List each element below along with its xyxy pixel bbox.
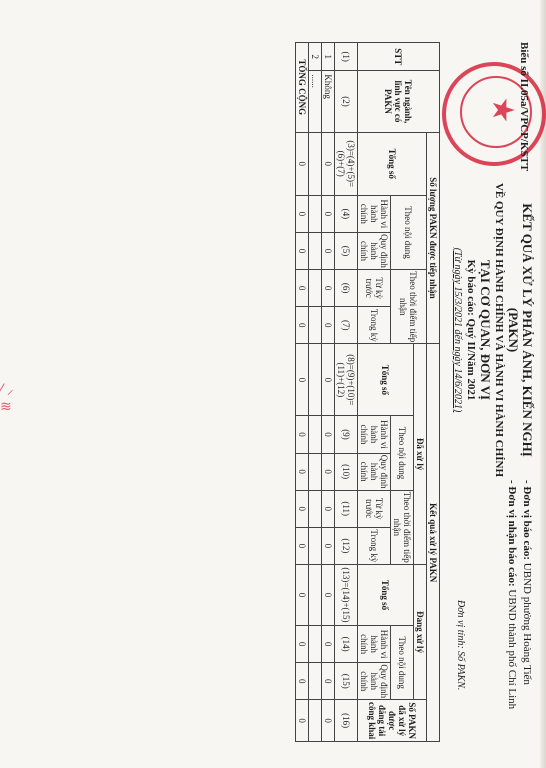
red-ink-marks: ⁄ ⸝ ≋	[0, 382, 14, 415]
table-row: 1 Không 0 0 0 0 0 0 0 0 0 0 0 0 0 0	[322, 43, 335, 742]
unit-label: Đơn vị tính: Số PAKN.	[455, 600, 466, 691]
pakn-result-table: STT Tên ngành, lĩnh vực có PAKN Số lượng PAKN được tiếp nhận Kết quả xử lý PAKN Tổng số Theo nội dung Theo thời điểm tiếp nhận Đã xử lý Đang xử lý Số PAKN đã xử lý được đăng tải công khai Tổng số Theo nội dung Theo thời điểm tiếp nhận Tổng số Theo nội dung Hành vi hành chính Quy định hành chính Từ kỳ trước Trong kỳ Hành vi hành chính Quy định hành chính Từ kỳ trước Trong kỳ Hành vi hành chính Quy định hành chính (1) (2) (3)=(4)+(5)=(6)+(7) (4) (5) (6) (7) (8)=(9)+(10)=(11)+(12) (9) (10) (11) (12) (13)=(14)+(15) (14) (15) (16) 1 Không 0 0 0 0 0 0 0 0 0 0 0 0 0 0 2 ...... TỔNG CỘNG 0 0 0 0 0 0 0 0 0 0 0 0 0 0	[295, 42, 440, 742]
report-title: KẾT QUẢ XỬ LÝ PHẢN ÁNH, KIẾN NGHỊ (PAKN) VỀ QUY ĐỊNH HÀNH CHÍNH VÀ HÀNH VI HÀNH CHÍNH TẠI CƠ QUAN, ĐƠN VỊ Kỳ báo cáo: Quý II/Năm 2021 (Từ ngày 15/3/2021 đến ngày 14/6/2021)	[452, 182, 535, 478]
units-info: - Đơn vị báo cáo: UBND phường Hoàng Tiến - Đơn vị nhận báo cáo: UBND thành phố Chí Linh	[506, 480, 533, 710]
column-number-row: (1) (2) (3)=(4)+(5)=(6)+(7) (4) (5) (6) (7) (8)=(9)+(10)=(11)+(12) (9) (10) (11) (12) (13)=(14)+(15) (14) (15) (16)	[335, 43, 358, 742]
form-code: Biểu số II.05a/VPCP/KSTT	[518, 42, 530, 172]
total-row: TỔNG CỘNG 0 0 0 0 0 0 0 0 0 0 0 0 0 0	[296, 43, 309, 742]
official-seal-icon: ★	[442, 62, 546, 166]
table-row: 2 ......	[309, 43, 322, 742]
